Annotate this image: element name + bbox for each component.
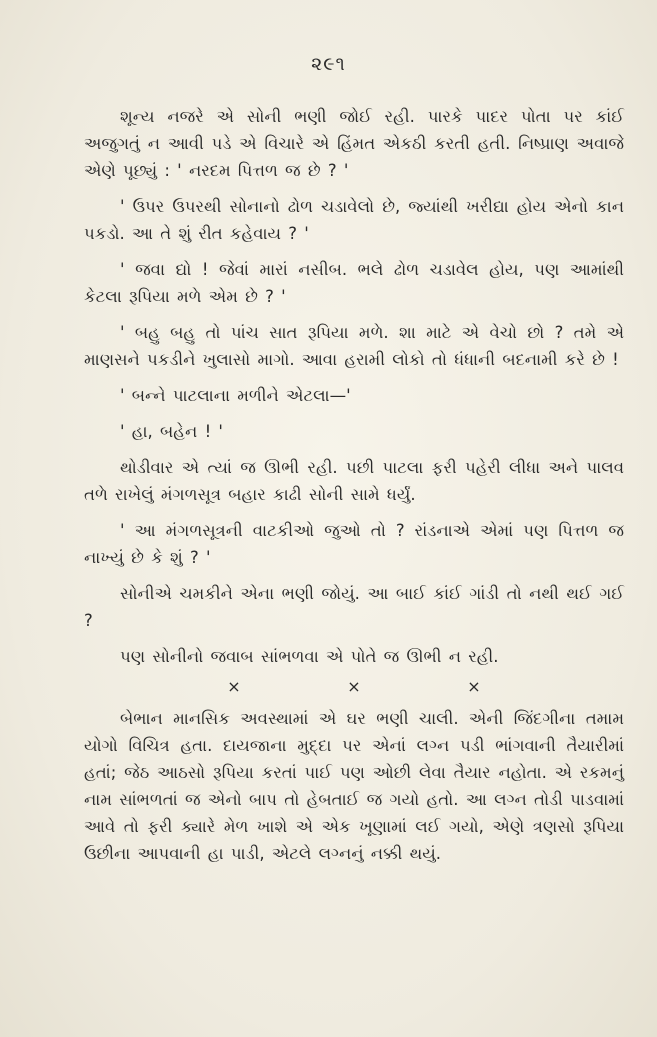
paragraph-5: ' બન્ને પાટલાના મળીને એટલા—': [120, 386, 351, 405]
section-separator: [174, 675, 534, 699]
paragraph-3: ' જવા દ્યો ! જેવાં મારાં નસીબ. ભલે ઢોળ ચડાવેલ હોય, પણ આમાંથી કેટલા રૂપિયા મળે એમ છે ? ': [84, 260, 624, 306]
separator-mark: ×: [467, 677, 481, 696]
paragraph-2: ' ઉપર ઉપરથી સોનાનો ઢોળ ચડાવેલો છે, જ્યાંથી ખરીદ્યા હોય એનો કાન પકડો. આ તે શું રીત કહેવાય ? ': [84, 197, 624, 243]
closing-paragraph: બેભાન માનસિક અવસ્થામાં એ ઘર ભણી ચાલી. એની જિંદગીના તમામ યોગો વિચિત્ર હતા. દાયજાના મુદ્દા પર એનાં લગ્ન પડી ભાંગવાની તૈયારીમાં હતાં; જેઠ આઠસો રૂપિયા કરતાં પાઈ પણ ઓછી લેવા તૈયાર નહોતા. એ રકમનું નામ સાંભળતાં જ એનો બાપ તો હેબતાઈ જ ગયો હતો. આ લગ્ન તોડી પાડવામાં આવે તો ફરી ક્યારે મેળ ખાશે એ એક ખૂણામાં લઈ ગયો, એણે ત્રણસો રૂપિયા ઉછીના આપવાની હા પાડી, એટલે લગ્નનું નક્કી થયું.: [84, 709, 624, 863]
paragraph-10: પણ સોનીનો જવાબ સાંભળવા એ પોતે જ ઊભી ન રહી.: [120, 647, 499, 666]
separator-mark: ×: [347, 677, 361, 696]
page-body: [84, 103, 624, 876]
separator-mark: ×: [227, 677, 241, 696]
paragraph-6: ' હા, બહેન ! ': [120, 422, 223, 441]
paragraph-8: ' આ મંગળસૂત્રની વાટકીઓ જુઓ તો ? રાંડનાએ એમાં પણ પિત્તળ જ નાખ્યું છે કે શું ? ': [84, 521, 624, 567]
page-number: ૨૯૧: [311, 53, 346, 75]
paragraph-9: સોનીએ ચમકીને એના ભણી જોયું. આ બાઈ કાંઈ ગાંડી તો નથી થઈ ગઈ ?: [84, 584, 624, 630]
paragraph-1: શૂન્ય નજરે એ સોની ભણી જોઈ રહી. પારકે પાદર પોતા પર કાંઈ અજુગતું ન આવી પડે એ વિચારે એ હિંમત એકઠી કરતી હતી. નિષ્પ્રાણ અવાજે એણે પૂછ્યું : ' નરદમ પિત્તળ જ છે ? ': [84, 107, 624, 180]
paragraph-7: થોડીવાર એ ત્યાં જ ઊભી રહી. પછી પાટલા ફરી પહેરી લીધા અને પાલવ તળે રાખેલું મંગળસૂત્ર બહાર કાઢી સોની સામે ધર્યું.: [84, 458, 624, 504]
paragraph-4: ' બહુ બહુ તો પાંચ સાત રૂપિયા મળે. શા માટે એ વેચો છો ? તમે એ માણસને પકડીને ખુલાસો માગો. આવા હરામી લોકો તો ધંધાની બદનામી કરે છે !: [84, 323, 624, 369]
